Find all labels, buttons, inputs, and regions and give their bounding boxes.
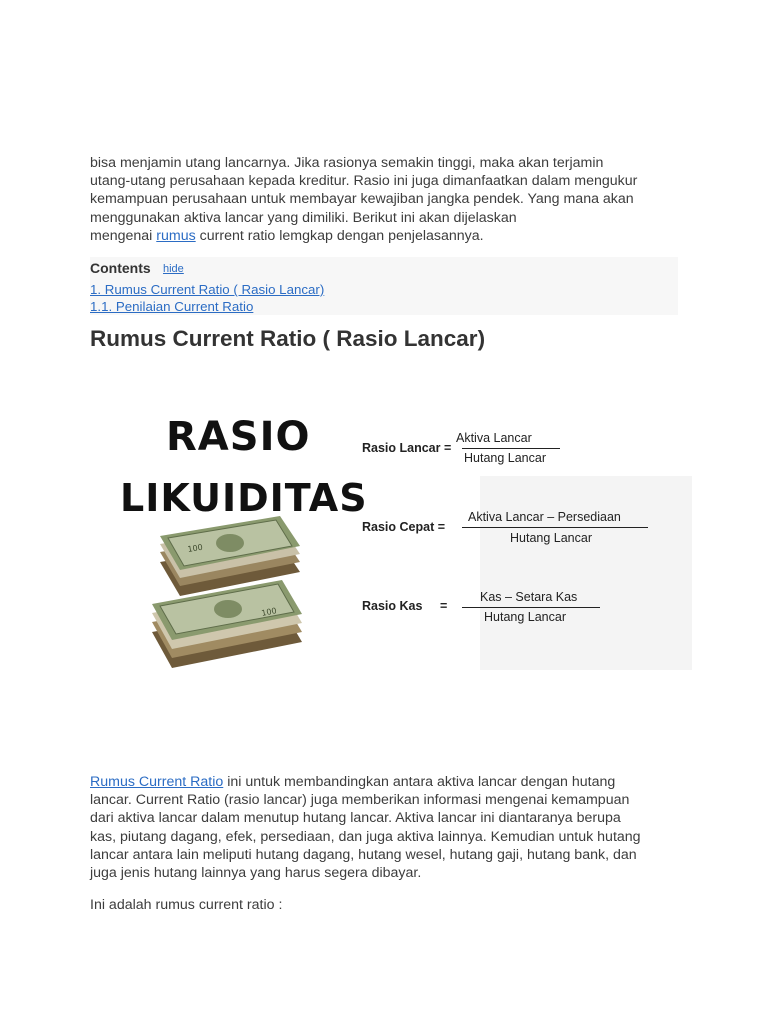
rumus-current-ratio-link[interactable]: Rumus Current Ratio xyxy=(90,774,224,790)
intro-line: kemampuan perusahaan untuk membayar kewajiban jangka pendek. Yang mana akan xyxy=(90,191,634,208)
money-stack-lower xyxy=(152,580,302,668)
formula-rasio-kas-denominator: Hutang Lancar xyxy=(484,610,567,624)
formula-rasio-kas-equals: = xyxy=(440,599,448,613)
formula-rasio-lancar-denominator: Hutang Lancar xyxy=(464,451,547,465)
intro-line: bisa menjamin utang lancarnya. Jika rasionya semakin tinggi, maka akan terjamin xyxy=(90,155,604,171)
body-line: lancar. Current Ratio (rasio lancar) juga memberikan informasi mengenai kemampuan xyxy=(90,792,630,809)
body-line: juga jenis hutang lainnya yang harus segera dibayar. xyxy=(90,865,422,882)
body-paragraph xyxy=(90,773,690,882)
formula-rasio-kas-label: Rasio Kas xyxy=(362,599,423,613)
banknote-value-upper: 100 xyxy=(186,542,204,554)
formula-rasio-kas-bar xyxy=(462,607,600,608)
rumus-link[interactable]: rumus xyxy=(156,227,196,244)
figure-title-likuiditas: LIKUIDITAS xyxy=(120,476,368,520)
body-line: dari aktiva lancar dalam menutup hutang lancar. Aktiva lancar ini diantaranya berupa xyxy=(90,810,621,827)
table-of-contents xyxy=(90,257,678,315)
toc-item-rumus-current-ratio[interactable]: 1. Rumus Current Ratio ( Rasio Lancar) xyxy=(90,282,325,297)
intro-line: menggunakan aktiva lancar yang dimiliki. Berikut ini akan dijelaskan xyxy=(90,209,517,226)
banknote-value-lower: 100 xyxy=(260,606,278,618)
formula-rasio-cepat-numerator: Aktiva Lancar – Persediaan xyxy=(468,510,621,524)
formula-rasio-cepat-denominator: Hutang Lancar xyxy=(510,531,593,545)
toc-title: Contents xyxy=(90,260,151,276)
body-line: kas, piutang dagang, efek, persediaan, dan juga aktiva lainnya. Kemudian untuk hutang xyxy=(90,828,641,845)
section-heading: Rumus Current Ratio ( Rasio Lancar) xyxy=(90,326,486,351)
intro-line: utang-utang perusahaan kepada kreditur. Rasio ini juga dimanfaatkan dalam mengukur xyxy=(90,173,638,190)
toc-item-penilaian-current-ratio[interactable]: 1.1. Penilaian Current Ratio xyxy=(90,299,254,314)
closing-line: Ini adalah rumus current ratio : xyxy=(90,897,283,913)
formula-rasio-lancar-label: Rasio Lancar = xyxy=(362,441,452,455)
body-line: lancar antara lain meliputi hutang dagang, hutang wesel, hutang gaji, hutang bank, dan xyxy=(90,846,637,863)
intro-line xyxy=(90,227,690,245)
rasio-likuiditas-figure xyxy=(120,394,692,670)
body-text: ini untuk membandingkan antara aktiva lancar dengan hutang xyxy=(223,774,616,790)
formula-rasio-cepat-bar xyxy=(462,527,648,528)
figure-title-rasio: RASIO xyxy=(166,414,311,460)
formula-rasio-lancar-numerator: Aktiva Lancar xyxy=(456,431,532,445)
toc-hide-link[interactable]: hide xyxy=(163,263,184,275)
intro-text: current ratio lemgkap dengan penjelasannya. xyxy=(195,227,484,244)
formula-rasio-lancar-bar xyxy=(462,448,560,449)
money-stack-illustration xyxy=(150,512,310,672)
figure-background-panel xyxy=(480,476,692,670)
body-line xyxy=(90,773,690,791)
formula-rasio-cepat-label: Rasio Cepat = xyxy=(362,520,446,534)
formula-rasio-kas-numerator: Kas – Setara Kas xyxy=(480,590,578,604)
intro-text: mengenai xyxy=(90,227,157,244)
intro-paragraph xyxy=(90,154,690,245)
